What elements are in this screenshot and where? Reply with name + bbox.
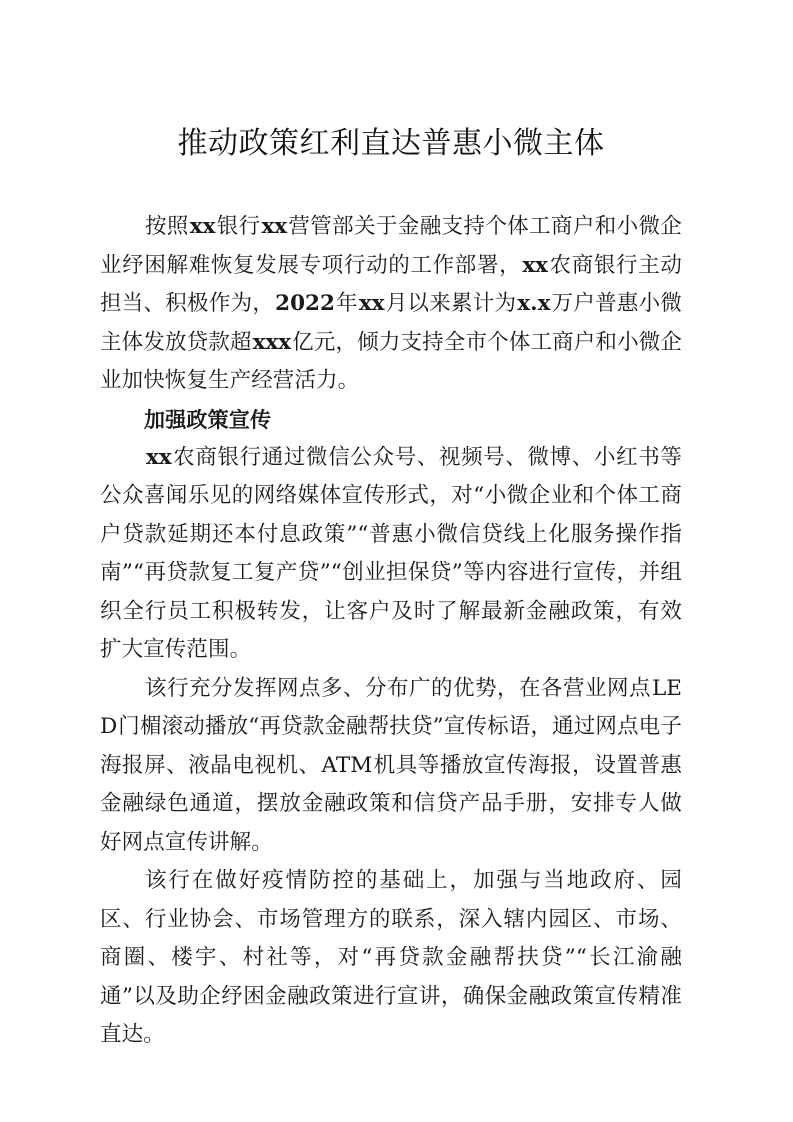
latin-run: xx <box>261 214 288 239</box>
latin-run: xx <box>189 214 216 239</box>
latin-run: xxx <box>252 329 292 355</box>
page-title: 推动政策红利直达普惠小微主体 <box>177 126 605 161</box>
latin-run: x.x <box>517 291 551 316</box>
latin-run: ATM <box>321 752 373 778</box>
latin-run: LED <box>100 675 682 739</box>
latin-run: 2022 <box>275 291 335 316</box>
paragraph-1: 按照xx银行xx营管部关于金融支持个体工商户和小微企业纾困解难恢复发展专项行动的工作部署，xx农商银行主动担当、积极作为，2022年xx月以来累计为x.x万户普惠小微主体发放贷款超xxx亿元，倾力支持全市个体工商户和小微企业加快恢复生产经营活力。 <box>100 214 683 393</box>
latin-run: xx <box>522 252 548 278</box>
section-heading-policy-promotion: 加强政策宣传 <box>144 407 272 432</box>
paragraph-4: 该行在做好疫情防控的基础上，加强与当地政府、园区、行业协会、市场管理方的联系，深入辖内园区、市场、商圈、楼宇、村社等，对“再贷款金融帮扶贷”“长江渝融通”以及助企纾困金融政策进行宣讲，确保金融政策宣传精准直达。 <box>100 868 682 1047</box>
latin-run: xx <box>146 444 172 470</box>
document-content <box>100 0 682 1055</box>
latin-run: xx <box>358 291 385 316</box>
paragraph-3: 该行充分发挥网点多、分布广的优势，在各营业网点LED门楣滚动播放“再贷款金融帮扶贷”宣传标语，通过网点电子海报屏、液晶电视机、ATM机具等播放宣传海报，设置普惠金融绿色通道，摆放金融政策和信贷产品手册，安排专人做好网点宣传讲解。 <box>100 675 682 855</box>
paragraph-2: xx农商银行通过微信公众号、视频号、微博、小红书等公众喜闻乐见的网络媒体宣传形式，对“小微企业和个体工商户贷款延期还本付息政策”“普惠小微信贷线上化服务操作指南”“再贷款复工复产贷”“创业担保贷”等内容进行宣传，并组织全行员工积极转发，让客户及时了解最新金融政策，有效扩大宣传范围。 <box>100 444 682 662</box>
